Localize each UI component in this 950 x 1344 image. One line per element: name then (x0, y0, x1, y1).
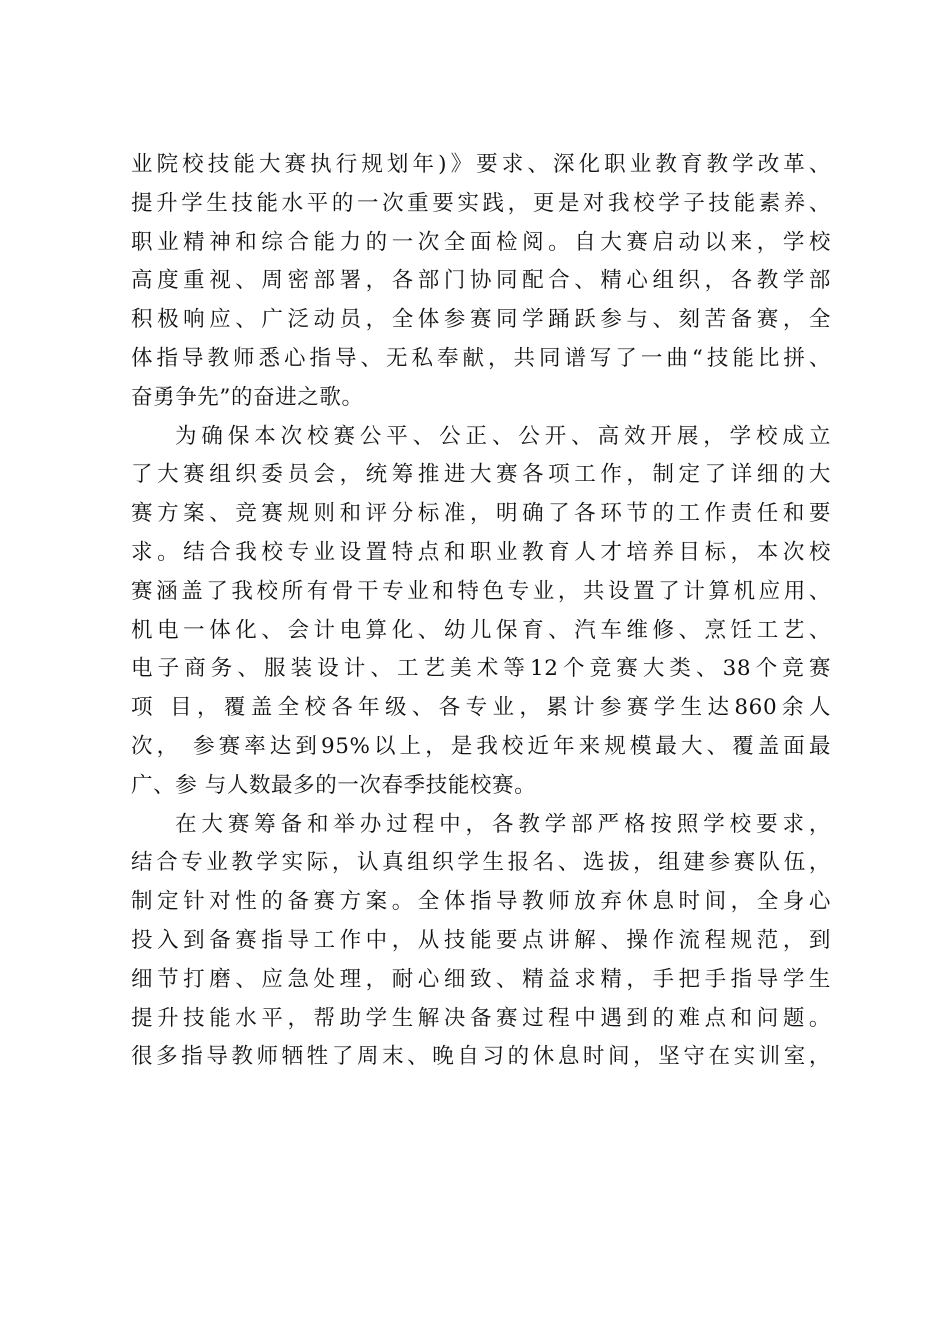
text-line: 广、参 与人数最多的一次春季技能校赛。 (131, 772, 537, 798)
text-line: 体指导教师悉心指导、无私奉献，共同谱写了一曲“技能比拼、 (131, 345, 831, 371)
text-line: 业院校技能大赛执行规划年)》要求、深化职业教育教学改革、 (131, 152, 831, 177)
text-line: 积极响应、广泛动员，全体参赛同学踊跃参与、刻苦备赛，全 (131, 307, 831, 333)
text-line: 赛涵盖了我校所有骨干专业和特色专业，共设置了计算机应用、 (131, 578, 831, 604)
text-line: 细节打磨、应急处理，耐心细致、精益求精，手把手指导学生 (131, 966, 831, 992)
text-line: 为确保本次校赛公平、公正、公开、高效开展，学校成立 (175, 423, 831, 449)
text-line: 求。结合我校专业设置特点和职业教育人才培养目标，本次校 (131, 539, 831, 565)
text-line: 高度重视、周密部署，各部门协同配合、精心组织，各教学部 (131, 268, 831, 294)
text-line: 结合专业教学实际，认真组织学生报名、选拔，组建参赛队伍， (131, 850, 831, 876)
text-line: 了大赛组织委员会，统筹推进大赛各项工作，制定了详细的大 (131, 462, 831, 488)
paragraph-1 (131, 146, 831, 418)
text-line: 很多指导教师牺牲了周末、晚自习的休息时间，坚守在实训室， (131, 1044, 831, 1070)
text-line: 次， 参赛率达到95%以上，是我校近年来规模最大、覆盖面最 (131, 733, 831, 759)
text-line: 项 目，覆盖全校各年级、各专业，累计参赛学生达860余人 (131, 695, 831, 721)
text-line: 提升技能水平，帮助学生解决备赛过程中遇到的难点和问题。 (131, 1005, 831, 1031)
text-line: 投入到备赛指导工作中，从技能要点讲解、操作流程规范，到 (131, 927, 831, 953)
text-line: 奋勇争先”的奋进之歌。 (131, 384, 364, 410)
text-line: 机电一体化、会计电算化、幼儿保育、汽车维修、烹饪工艺、 (131, 617, 831, 643)
text-line: 在大赛筹备和举办过程中，各教学部严格按照学校要求， (175, 811, 831, 837)
paragraph-3 (131, 806, 831, 1078)
text-line: 电子商务、服装设计、工艺美术等12个竞赛大类、38个竞赛 (131, 656, 831, 682)
document-body (131, 146, 831, 1077)
text-line: 赛方案、竞赛规则和评分标准，明确了各环节的工作责任和要 (131, 501, 831, 527)
text-line: 职业精神和综合能力的一次全面检阅。自大赛启动以来，学校 (131, 229, 831, 255)
text-line: 制定针对性的备赛方案。全体指导教师放弃休息时间，全身心 (131, 889, 831, 915)
paragraph-2 (131, 418, 831, 806)
text-line: 提升学生技能水平的一次重要实践，更是对我校学子技能素养、 (131, 190, 831, 216)
